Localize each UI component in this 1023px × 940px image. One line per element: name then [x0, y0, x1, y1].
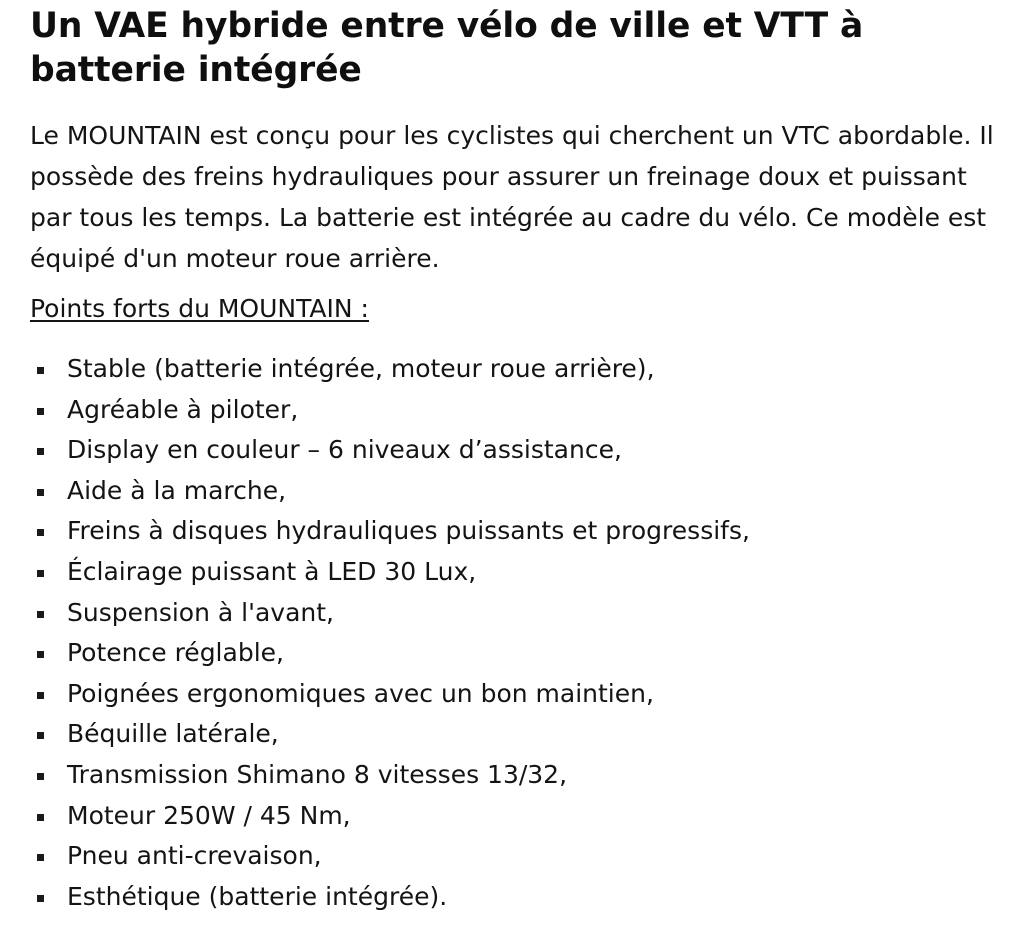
bullet-icon	[37, 651, 44, 658]
features-list	[30, 349, 1001, 917]
bullet-icon	[37, 367, 44, 374]
feature-text: Display en couleur – 6 niveaux d’assistance,	[67, 435, 622, 465]
bullet-icon	[37, 773, 44, 780]
feature-text: Stable (batterie intégrée, moteur roue arrière),	[67, 354, 655, 383]
page-title: Un VAE hybride entre vélo de ville et VTT à batterie intégrée	[30, 6, 864, 90]
feature-text: Aide à la marche,	[67, 475, 287, 505]
bullet-icon	[37, 570, 44, 577]
list-item	[30, 836, 1001, 877]
bullet-icon	[37, 448, 44, 455]
list-item	[30, 390, 1001, 431]
list-item	[30, 349, 1001, 390]
list-item	[30, 714, 1001, 755]
bullet-icon	[37, 529, 44, 536]
list-item	[30, 552, 1001, 593]
feature-text: Transmission Shimano 8 vitesses 13/32,	[67, 759, 568, 789]
bullet-icon	[37, 814, 44, 821]
bullet-icon	[37, 611, 44, 618]
bullet-icon	[37, 732, 44, 739]
feature-text: Freins à disques hydrauliques puissants et progressifs,	[67, 516, 750, 546]
feature-text: Potence réglable,	[67, 638, 284, 668]
feature-text: Éclairage puissant à LED 30 Lux,	[67, 556, 477, 586]
bullet-icon	[37, 408, 44, 415]
feature-text: Esthétique (batterie intégrée).	[67, 881, 448, 911]
list-item	[30, 755, 1001, 796]
list-item	[30, 877, 1001, 918]
list-item	[30, 593, 1001, 634]
list-item	[30, 471, 1001, 512]
feature-text: Suspension à l'avant,	[67, 597, 335, 627]
feature-text: Agréable à piloter,	[67, 394, 299, 424]
list-item	[30, 796, 1001, 837]
feature-text: Béquille latérale,	[67, 719, 279, 749]
bullet-icon	[37, 895, 44, 902]
bullet-icon	[37, 692, 44, 699]
feature-text: Moteur 250W / 45 Nm,	[67, 800, 351, 830]
list-item	[30, 511, 1001, 552]
list-item	[30, 430, 1001, 471]
intro-paragraph: Le MOUNTAIN est conçu pour les cyclistes qui cherchent un VTC abordable. Il possède des freins hydrauliques pour assurer un freinage doux et puissant par tous les temps. La batterie est intégrée au cadre du vélo. Ce modèle est équipé d'un moteur roue arrière.	[30, 121, 994, 273]
bullet-icon	[37, 489, 44, 496]
features-heading: Points forts du MOUNTAIN :	[30, 294, 369, 323]
feature-text: Poignées ergonomiques avec un bon maintien,	[67, 678, 654, 708]
list-item	[30, 633, 1001, 674]
list-item	[30, 674, 1001, 715]
bullet-icon	[37, 854, 44, 861]
feature-text: Pneu anti-crevaison,	[67, 841, 322, 871]
